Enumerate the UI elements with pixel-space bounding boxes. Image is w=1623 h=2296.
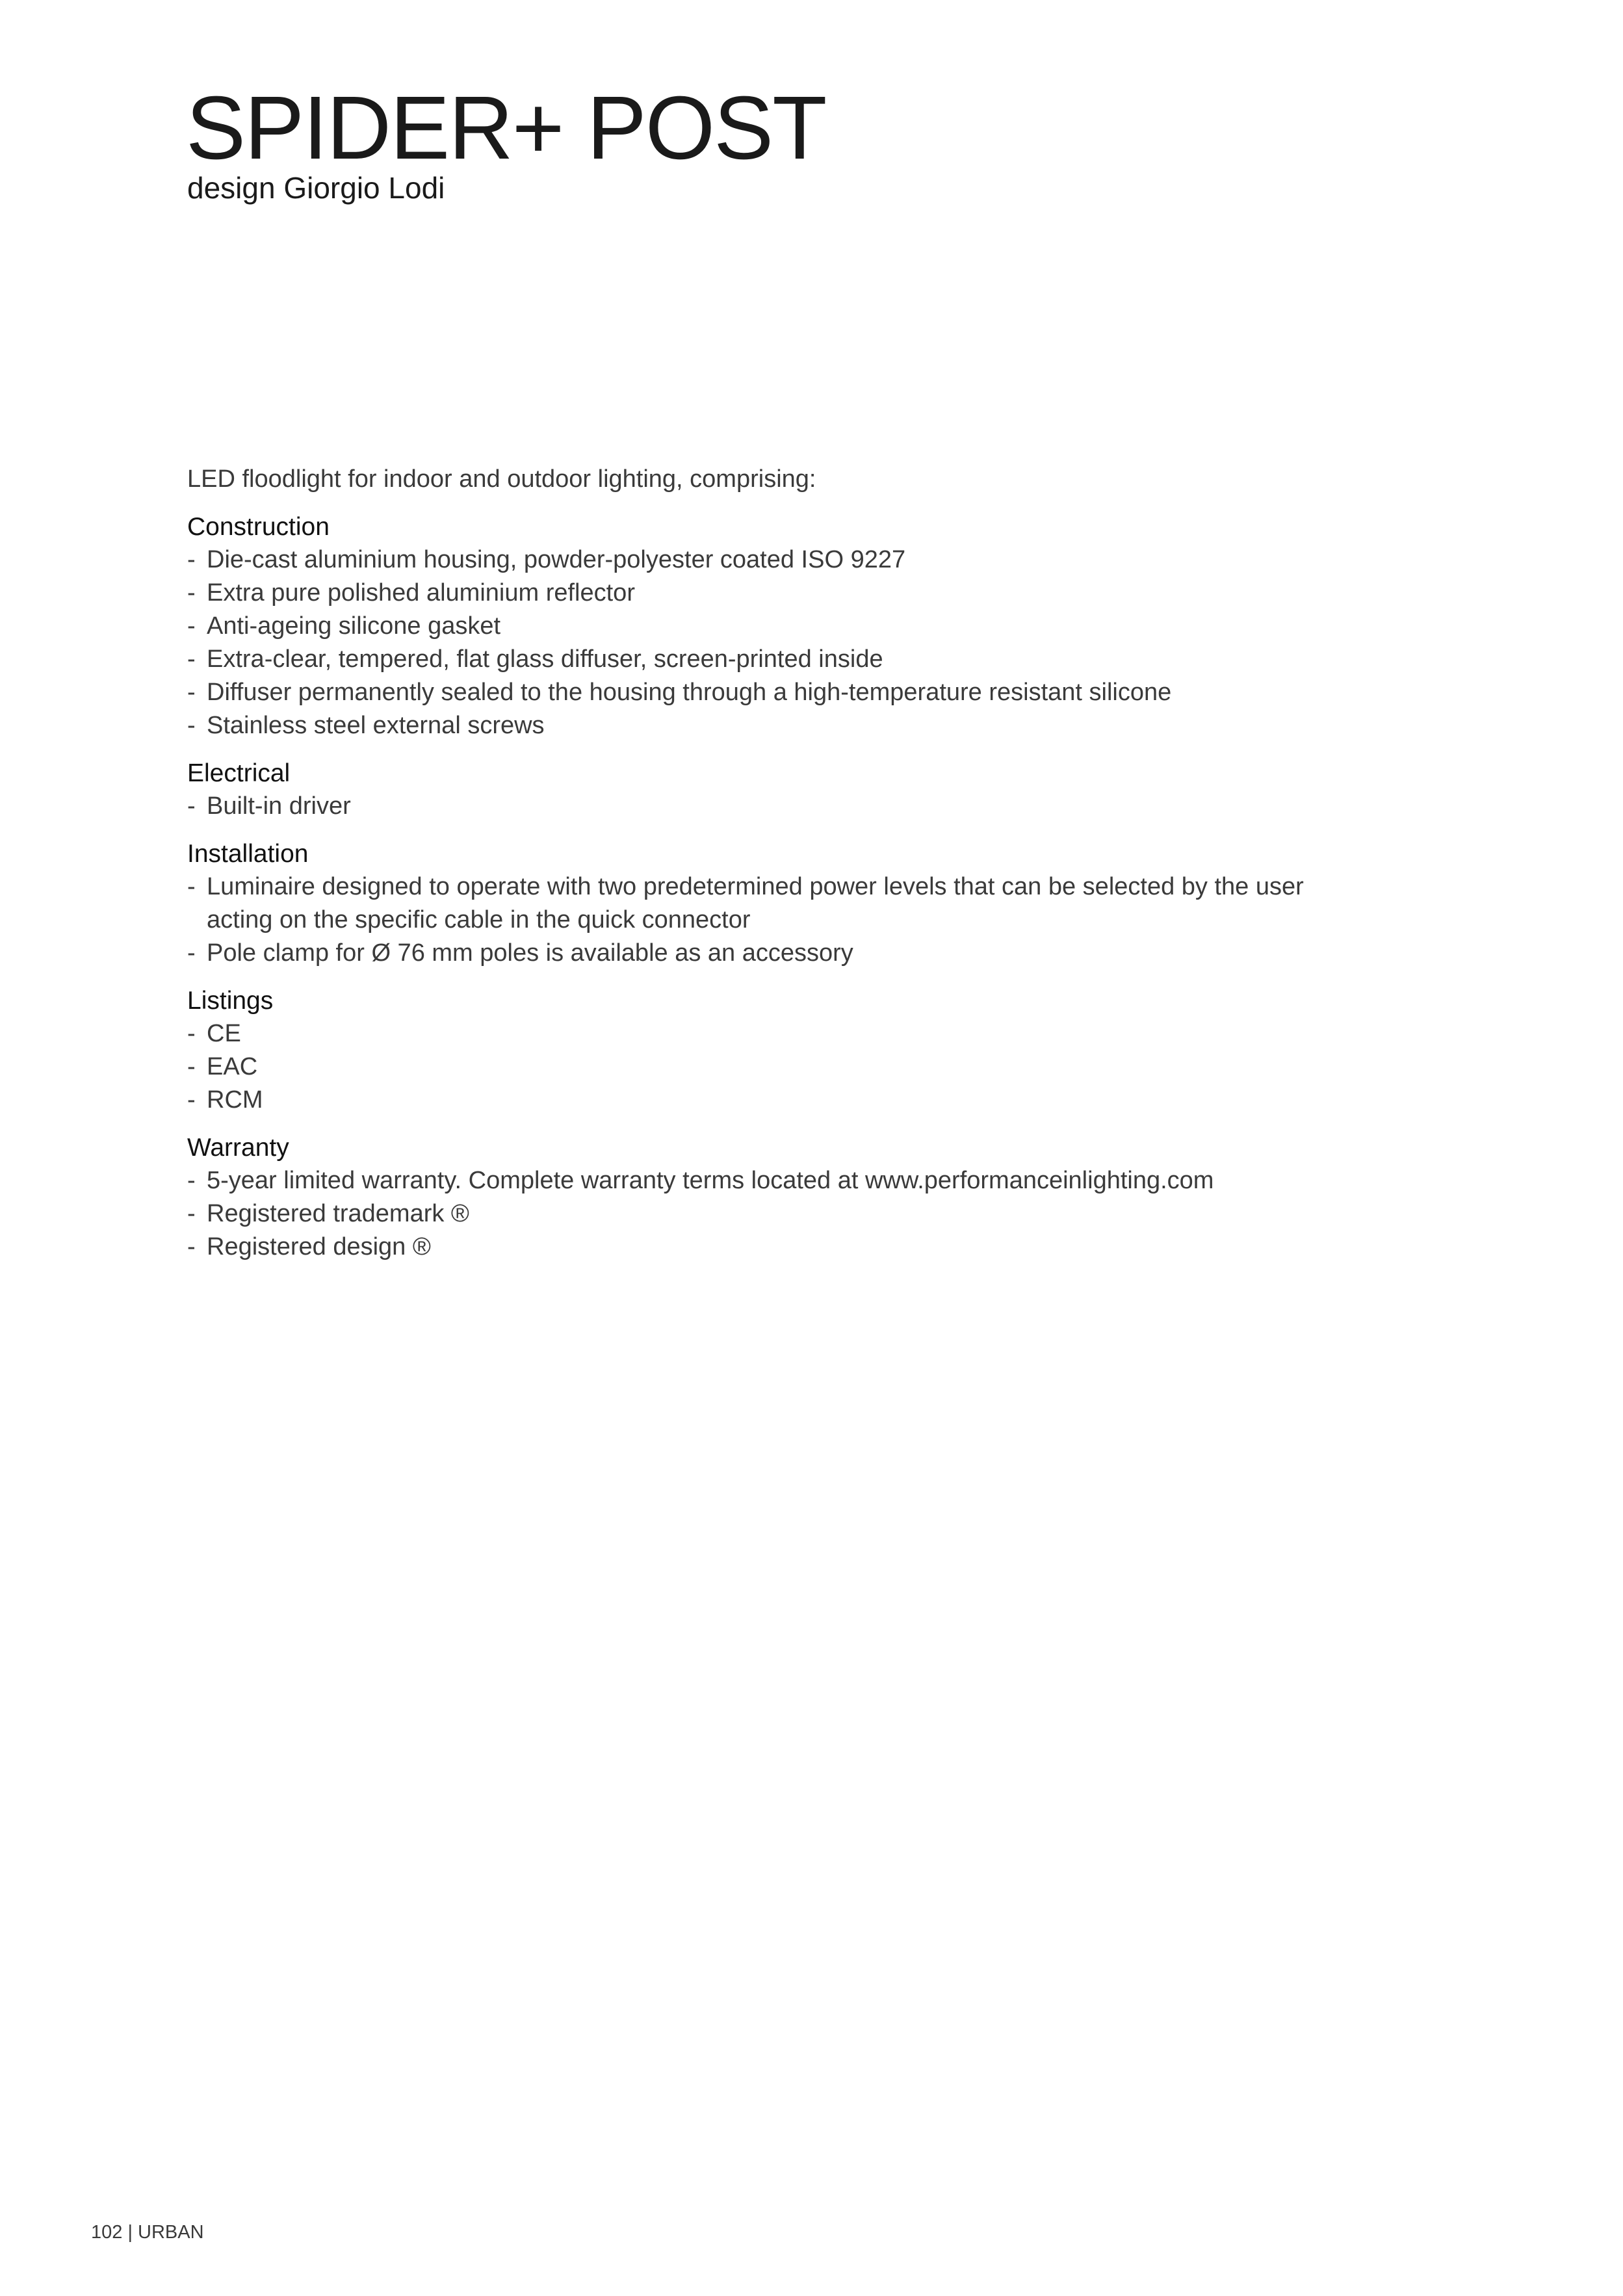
section-electrical — [187, 757, 1331, 823]
list-item: - Stainless steel external screws — [187, 709, 1331, 742]
page-title: SPIDER+ POST — [186, 78, 826, 178]
intro-text: LED floodlight for indoor and outdoor lighting, comprising: — [187, 465, 816, 493]
section-listings — [187, 984, 1331, 1117]
list-item: - Die-cast aluminium housing, powder-polyester coated ISO 9227 — [187, 543, 1331, 577]
list-item: - Anti-ageing silicone gasket — [187, 610, 1331, 643]
list-item: - EAC — [187, 1050, 1331, 1084]
list-item: - Registered trademark ® — [187, 1197, 1331, 1231]
section-construction — [187, 510, 1331, 742]
section-heading: Warranty — [187, 1134, 289, 1162]
section-installation — [187, 837, 1331, 970]
page-footer: 102 | URBAN — [91, 2222, 204, 2243]
designer-credit: design Giorgio Lodi — [187, 171, 445, 205]
list-item: - Registered design ® — [187, 1231, 1331, 1264]
spec-content — [187, 463, 1331, 1278]
list-item: - Diffuser permanently sealed to the housing through a high-temperature resistant silicone — [187, 676, 1331, 709]
list-item: - RCM — [187, 1084, 1331, 1117]
section-warranty — [187, 1131, 1331, 1264]
spec-list — [187, 1017, 1331, 1117]
spec-list — [187, 1164, 1331, 1264]
spec-list — [187, 870, 1331, 970]
list-item: - Extra pure polished aluminium reflector — [187, 577, 1331, 610]
list-item: - CE — [187, 1017, 1331, 1050]
list-item: - Luminaire designed to operate with two predetermined power levels that can be selected by the user acting on the specific cable in the quick connector — [187, 870, 1331, 937]
section-heading: Construction — [187, 513, 330, 541]
section-heading: Listings — [187, 987, 274, 1015]
section-heading: Electrical — [187, 759, 291, 787]
spec-list — [187, 543, 1331, 742]
section-heading: Installation — [187, 840, 309, 868]
list-item: - Extra-clear, tempered, flat glass diffuser, screen-printed inside — [187, 643, 1331, 676]
list-item: - Built-in driver — [187, 790, 1331, 823]
list-item: - Pole clamp for Ø 76 mm poles is available as an accessory — [187, 937, 1331, 970]
spec-list — [187, 790, 1331, 823]
list-item: - 5-year limited warranty. Complete warranty terms located at www.performanceinlighting.com — [187, 1164, 1331, 1197]
